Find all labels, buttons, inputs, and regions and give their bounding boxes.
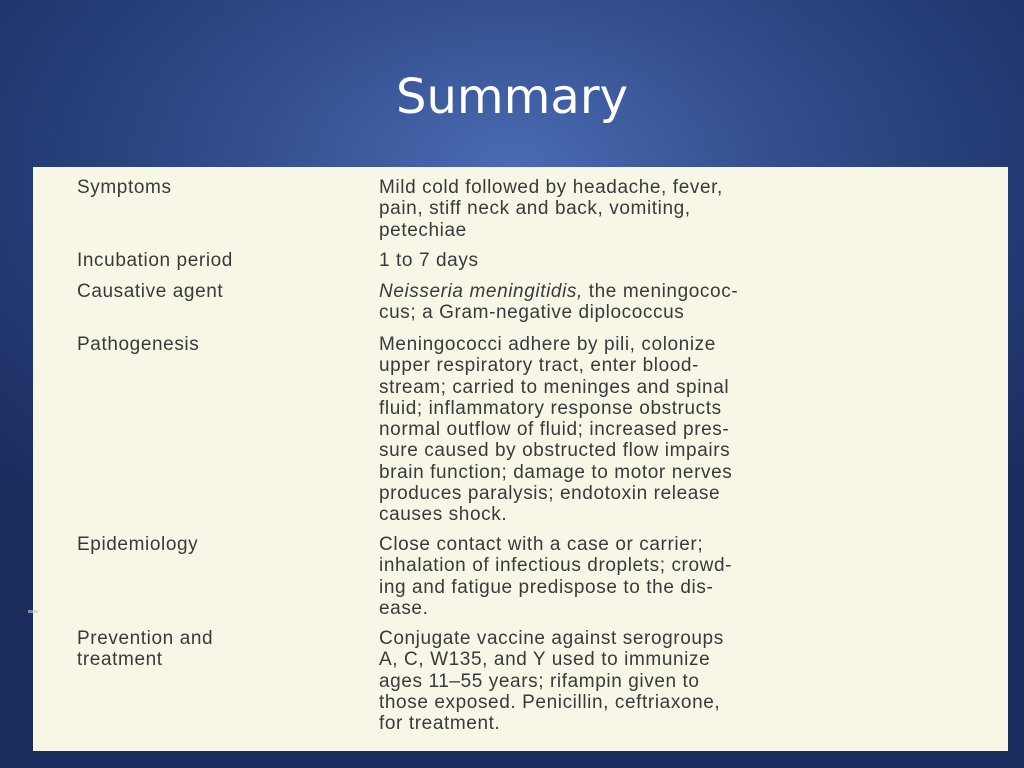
- row-label: Symptoms: [77, 177, 172, 198]
- row-value: Close contact with a case or carrier; inhalation of infectious droplets; crowd- ing and fatigue predispose to the dis- ease.: [379, 534, 733, 619]
- row-label: Pathogenesis: [77, 334, 200, 355]
- row-value: 1 to 7 days: [379, 250, 479, 271]
- row-value: Mild cold followed by headache, fever, pain, stiff neck and back, vomiting, petechiae: [379, 177, 723, 241]
- organism-name: Neisseria meningitidis,: [379, 281, 583, 302]
- row-label: Causative agent: [77, 281, 224, 302]
- row-value: [379, 281, 979, 324]
- summary-table: [33, 167, 1008, 751]
- row-label: Epidemiology: [77, 534, 199, 555]
- row-value: Meningococci adhere by pili, colonize upper respiratory tract, enter blood- stream; carried to meninges and spinal fluid; inflammatory response obstructs normal outflow of fluid; increased pres- sure caused by obstructed flow impairs brain function; damage to motor nerves produces paralysis; endotoxin release causes shock.: [379, 334, 733, 526]
- scan-edge-mark: [28, 610, 38, 613]
- row-label: Prevention and treatment: [77, 628, 214, 671]
- row-label: Incubation period: [77, 250, 233, 271]
- row-value-rest: the meningococ- cus; a Gram-negative diplococcus: [379, 281, 739, 324]
- row-value: Conjugate vaccine against serogroups A, C, W135, and Y used to immunize ages 11–55 years; rifampin given to those exposed. Penicillin, ceftriaxone, for treatment.: [379, 628, 724, 735]
- slide-title: Summary: [396, 69, 628, 125]
